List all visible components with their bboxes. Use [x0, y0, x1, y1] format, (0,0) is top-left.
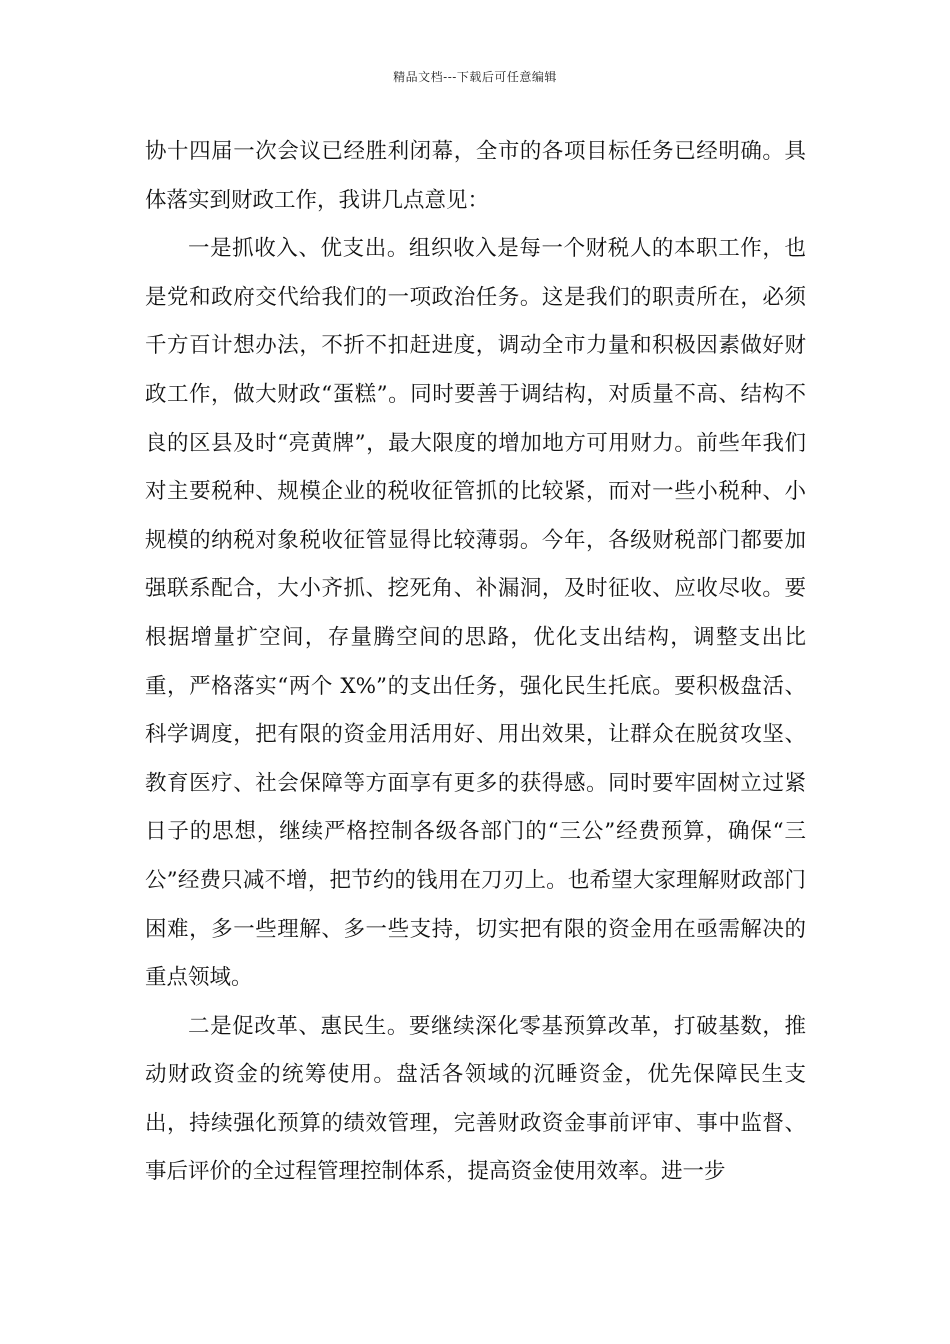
page-header: 精品文档---下载后可任意编辑: [393, 70, 557, 84]
paragraph-intro: 协十四届一次会议已经胜利闭幕，全市的各项目标任务已经明确。具体落实到财政工作，我讲几点意见：: [145, 139, 806, 213]
paragraph-point-one: 一是抓收入、优支出。组织收入是每一个财税人的本职工作，也是党和政府交代给我们的一项政治任务。这是我们的职责所在，必须千方百计想办法，不折不扣赶进度，调动全市力量和积极因素做好财政工作，做大财政“蛋糕”。同时要善于调结构，对质量不高、结构不良的区县及时“亮黄牌”，最大限度的增加地方可用财力。前些年我们对主要税种、规模企业的税收征管抓的比较紧，而对一些小税种、小规模的纳税对象税收征管显得比较薄弱。今年，各级财税部门都要加强联系配合，大小齐抓、挖死角、补漏洞，及时征收、应收尽收。要根据增量扩空间，存量腾空间的思路，优化支出结构，调整支出比重，严格落实“两个 X%”的支出任务，强化民生托底。要积极盘活、科学调度，把有限的资金用活用好、用出效果，让群众在脱贫攻坚、教育医疗、社会保障等方面享有更多的获得感。同时要牢固树立过紧日子的思想，继续严格控制各级各部门的“三公”经费预算，确保“三公”经费只减不增，把节约的钱用在刀刃上。也希望大家理解财政部门困难，多一些理解、多一些支持，切实把有限的资金用在亟需解决的重点领域。: [145, 236, 806, 991]
paragraph-point-two: 二是促改革、惠民生。要继续深化零基预算改革，打破基数，推动财政资金的统筹使用。盘活各领域的沉睡资金，优先保障民生支出，持续强化预算的绩效管理，完善财政资金事前评审、事中监督、事后评价的全过程管理控制体系，提高资金使用效率。进一步: [145, 1013, 806, 1185]
document-body: [145, 128, 806, 1197]
